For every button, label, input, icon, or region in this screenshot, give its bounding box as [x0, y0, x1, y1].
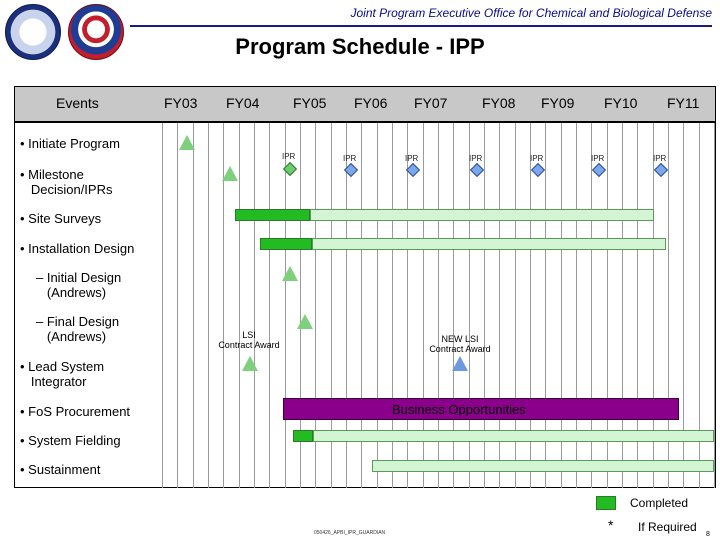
ipr-label-fy10: IPR	[591, 154, 605, 163]
initiate-program-milestone	[179, 135, 195, 150]
installation-design-completed-bar	[260, 238, 312, 250]
row-label-installation-design: • Installation Design	[20, 241, 135, 256]
quarter-gridline	[269, 123, 270, 488]
quarter-gridline	[208, 123, 209, 488]
quarter-gridline	[193, 123, 194, 488]
fy-label-fy05: FY05	[293, 95, 327, 111]
new-lsi-contract-award-milestone	[452, 356, 468, 371]
header-divider	[14, 122, 716, 123]
fy-label-fy03: FY03	[164, 95, 198, 111]
row-label-fos-procurement: • FoS Procurement	[20, 404, 131, 419]
page-number: 8	[706, 531, 710, 538]
row-label-final-design: – Final Design (Andrews)	[36, 314, 120, 344]
quarter-gridline	[285, 123, 286, 488]
ipr-label-fy09: IPR	[530, 154, 544, 163]
fy-label-fy08: FY08	[482, 95, 516, 111]
lsi-contract-award-label: LSI Contract Award	[218, 330, 280, 350]
new-lsi-contract-award-label: NEW LSI Contract Award	[429, 334, 491, 354]
ipr-label-fy07: IPR	[405, 154, 419, 163]
quarter-gridline	[254, 123, 255, 488]
ipr-label-fy06: IPR	[343, 154, 357, 163]
milestone-decision-marker	[222, 166, 238, 181]
legend-if-required-label: If Required	[638, 520, 697, 534]
quarter-gridline	[714, 123, 715, 488]
page-title: Program Schedule - IPP	[235, 34, 485, 59]
org-title: Joint Program Executive Office for Chemical and Biological Defense	[350, 6, 712, 20]
system-fielding-completed-bar	[293, 430, 313, 442]
fy-label-fy09: FY09	[541, 95, 575, 111]
row-label-lead-system-integrator: • Lead System Integrator	[20, 359, 105, 389]
legend-completed-swatch	[596, 496, 616, 510]
lsi-contract-award-milestone	[242, 356, 258, 371]
ipr-label-fy05: IPR	[282, 152, 296, 161]
ipr-label-fy11: IPR	[653, 154, 667, 163]
fy-label-fy04: FY04	[226, 95, 260, 111]
installation-design-planned-bar	[312, 238, 666, 250]
row-label-initiate-program: • Initiate Program	[20, 136, 120, 151]
fy-label-fy10: FY10	[604, 95, 638, 111]
system-fielding-planned-bar	[313, 430, 714, 442]
events-header: Events	[56, 95, 99, 111]
final-design-milestone	[297, 314, 313, 329]
quarter-gridline	[239, 123, 240, 488]
row-label-system-fielding: • System Fielding	[20, 433, 121, 448]
legend-if-required-symbol: *	[608, 517, 614, 533]
initial-design-milestone	[282, 266, 298, 281]
quarter-gridline	[162, 123, 163, 488]
fy-label-fy07: FY07	[414, 95, 448, 111]
row-label-initial-design: – Initial Design (Andrews)	[36, 270, 122, 300]
site-surveys-planned-bar	[310, 209, 654, 221]
row-label-sustainment: • Sustainment	[20, 462, 101, 477]
fy-label-fy06: FY06	[354, 95, 388, 111]
ipr-label-fy08: IPR	[469, 154, 483, 163]
site-surveys-completed-bar	[235, 209, 310, 221]
header-rule	[130, 25, 712, 27]
footer-code: 050426_APBI_IPR_GUARDIAN	[314, 530, 386, 536]
sustainment-planned-bar	[372, 460, 714, 472]
row-label-site-surveys: • Site Surveys	[20, 211, 102, 226]
fy-label-fy11: FY11	[667, 95, 700, 111]
row-label-milestone: • Milestone Decision/IPRs	[20, 167, 113, 197]
business-opportunities-label: Business Opportunities	[392, 402, 526, 417]
legend-completed-label: Completed	[630, 496, 689, 510]
quarter-gridline	[177, 123, 178, 488]
